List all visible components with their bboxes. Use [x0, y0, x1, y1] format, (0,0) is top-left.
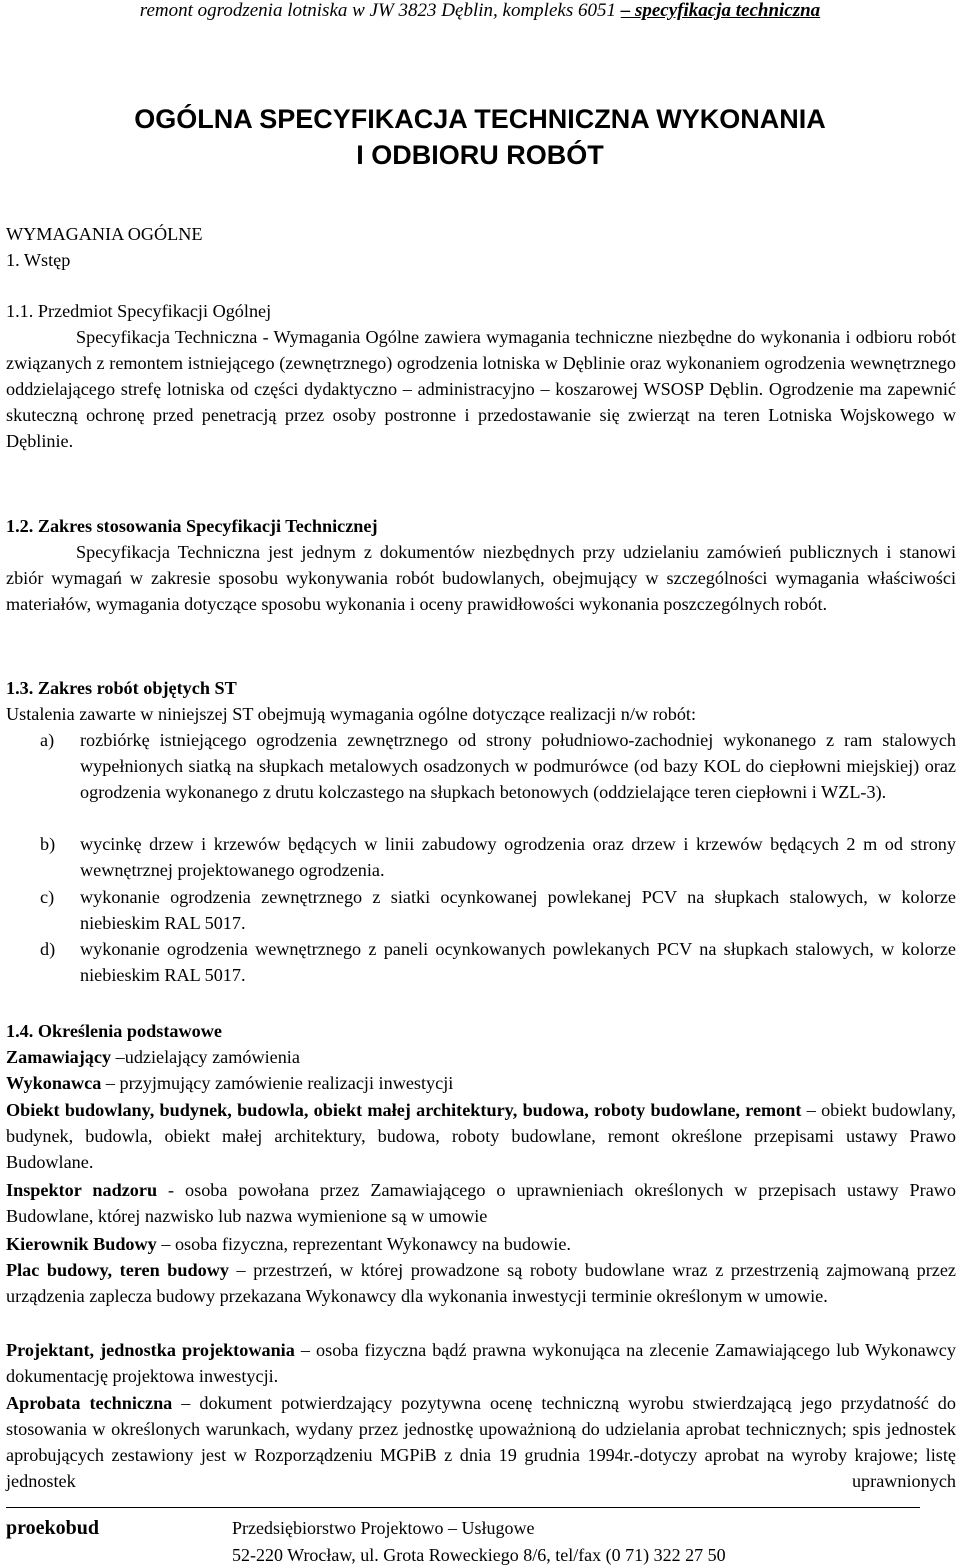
definition-text: – przestrzeń, w której prowadzone są roboty budowlane wraz z przestrzenią zajmowaną przez urządzenia zaplecza budowy przekazana Wykonawcy dla wykonania inwestycji terminie określonym w umowie. — [6, 1260, 956, 1306]
definition-item — [6, 1257, 956, 1309]
subsection-1-1-text: Specyfikacja Techniczna - Wymagania Ogólne zawiera wymagania techniczne niezbędne do wykonania i odbioru robót związanych z remontem istniejącego (zewnętrznego) ogrodzenia lotniska w Dęblinie oraz wykonaniem ogrodzenia wewnętrznego oddzielającego strefę lotniska od części dydaktyczno – administracyjno – koszarowej WSOSP Dęblin. Ogrodzenie ma zapewnić skuteczną ochronę przed penetracją przez osoby postronne i przedostawanie się zwierząt na teren Lotniska Wojskowego w Dęblinie. — [6, 327, 956, 451]
footer-address: 52-220 Wrocław, ul. Grota Roweckiego 8/6, tel/fax (0 71) 322 27 50 — [232, 1545, 726, 1565]
section-heading: WYMAGANIA OGÓLNE — [6, 224, 203, 244]
definition-term: Projektant, jednostka projektowania — [6, 1340, 295, 1360]
intro-heading: 1. Wstęp — [6, 250, 71, 270]
definition-text: - osoba powołana przez Zamawiającego o uprawnieniach określonych w przepisach ustawy Prawo Budowlane, której nazwisko lub nazwa wymienione są w umowie — [6, 1180, 956, 1226]
list-item-text: wycinkę drzew i krzewów będących w linii zabudowy ogrodzenia oraz drzew i krzewów będących 2 m od strony wewnętrznej projektowanego ogrodzenia. — [80, 834, 956, 880]
list-item — [6, 936, 956, 988]
header-project: remont ogrodzenia lotniska w JW 3823 Dęblin, kompleks 6051 — [139, 0, 621, 21]
definition-text: – osoba fizyczna bądź prawna wykonująca na zlecenie Zamawiającego lub Wykonawcy dokumentację projektowa inwestycji. — [6, 1340, 956, 1386]
subsection-1-2-text: Specyfikacja Techniczna jest jednym z dokumentów niezbędnych przy udzielaniu zamówień publicznych i stanowi zbiór wymagań w zakresie sposobu wykonywania robót budowlanych, obejmujący w szczególności wymagania właściwości materiałów, wymagania dotyczące sposobu wykonania i oceny prawidłowości wykonania poszczególnych robót. — [6, 542, 956, 614]
list-item — [6, 831, 956, 883]
header-doc-type: specyfikacja techniczna — [630, 0, 821, 21]
header-separator: – — [620, 0, 631, 21]
document-title-line1: OGÓLNA SPECYFIKACJA TECHNICZNA WYKONANIA — [134, 104, 826, 134]
list-item-label: d) — [40, 939, 56, 959]
list-item-label: a) — [40, 730, 55, 750]
list-item-label: b) — [40, 834, 56, 854]
definition-term: Zamawiający — [6, 1047, 112, 1067]
list-item-text: rozbiórkę istniejącego ogrodzenia zewnętrznego od strony południowo-zachodniej wykonanego z ram stalowych wypełnionych siatką na słupkach metalowych osadzonych w podmurówce (od bazy KOL do ciepłowni miejskiej) oraz ogrodzenia wykonanego z drutu kolczastego na słupkach betonowych (oddzielające teren ciepłowni i WZL-3). — [80, 730, 956, 802]
footer-divider — [6, 1507, 920, 1508]
definition-text: – przyjmujący zamówienie realizacji inwestycji — [101, 1073, 454, 1093]
footer-company: Przedsiębiorstwo Projektowo – Usługowe — [232, 1518, 535, 1538]
definition-item — [6, 1390, 956, 1494]
definition-text: – dokument potwierdzający pozytywna ocenę techniczną wyrobu stwierdzającą jego przydatność do stosowania w określonych warunkach, wydany przez jednostkę upoważnioną do udzielania aprobat technicznych; spis jednostek aprobujących zestawiony jest w Rozporządzeniu MGPiB z dnia 19 grudnia 1994r.-dotyczy aprobat na wyroby krajowe; listę jednostek uprawnionych — [6, 1393, 956, 1491]
subsection-1-2-heading: 1.2. Zakres stosowania Specyfikacji Technicznej — [6, 516, 378, 536]
list-item — [6, 884, 956, 936]
definition-term: Inspektor nadzoru — [6, 1180, 158, 1200]
definition-term: Kierownik Budowy — [6, 1234, 157, 1254]
definition-term: Plac budowy, teren budowy — [6, 1260, 229, 1280]
definition-item — [6, 1337, 956, 1389]
list-item-text: wykonanie ogrodzenia zewnętrznego z siatki ocynkowanej powlekanej PCV na słupkach stalowych, w kolorze niebieskim RAL 5017. — [80, 887, 956, 933]
definition-term: Aprobata techniczna — [6, 1393, 173, 1413]
definition-term: Wykonawca — [6, 1073, 102, 1093]
subsection-1-3-intro: Ustalenia zawarte w niniejszej ST obejmują wymagania ogólne dotyczące realizacji n/w robót: — [6, 704, 697, 724]
running-header — [0, 0, 960, 24]
subsection-1-3-heading: 1.3. Zakres robót objętych ST — [6, 678, 237, 698]
list-item — [6, 727, 956, 805]
subsection-1-4-heading: 1.4. Określenia podstawowe — [6, 1021, 222, 1041]
definition-item — [6, 1070, 956, 1096]
footer-brand: proekobud — [6, 1517, 100, 1539]
definition-text: – osoba fizyczna, reprezentant Wykonawcy na budowie. — [156, 1234, 571, 1254]
definition-item — [6, 1097, 956, 1175]
definition-item — [6, 1231, 956, 1257]
definition-text: – obiekt budowlany, budynek, budowla, obiekt małej architektury, budowa, roboty budowlane, remont określone przepisami ustawy Prawo Budowlane. — [6, 1100, 956, 1172]
subsection-1-1-heading: 1.1. Przedmiot Specyfikacji Ogólnej — [6, 301, 272, 321]
definition-term: Obiekt budowlany, budynek, budowla, obiekt małej architektury, budowa, roboty budowlane, remont — [6, 1100, 802, 1120]
list-item-label: c) — [40, 887, 55, 907]
definition-item — [6, 1044, 956, 1070]
definition-text: –udzielający zamówienia — [111, 1047, 300, 1067]
list-item-text: wykonanie ogrodzenia wewnętrznego z paneli ocynkowanych powlekanych PCV na słupkach stalowych, w kolorze niebieskim RAL 5017. — [80, 939, 956, 985]
definition-item — [6, 1177, 956, 1229]
document-title-line2: I ODBIORU ROBÓT — [356, 140, 604, 170]
